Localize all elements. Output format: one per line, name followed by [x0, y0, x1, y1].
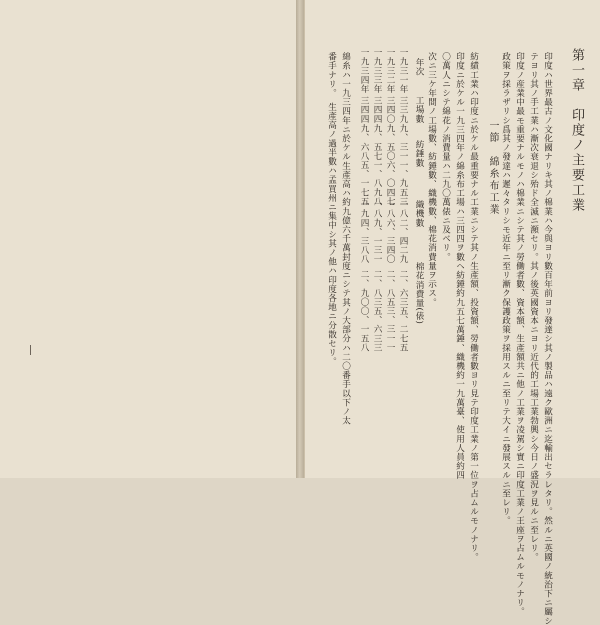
- table-header-looms: 織機數: [414, 200, 424, 228]
- right-page: [304, 0, 600, 625]
- table-cell-looms: 一八六、三四〇: [385, 200, 395, 264]
- table-cell-looms: 一八九、一三一: [372, 200, 382, 264]
- table-header-year: 年次: [414, 58, 424, 77]
- paragraph-line: テヨリ其ノ手工業ハ漸次衰退シ殆ド全滅ニ瀕セリ。其ノ後英國資本ニヨリ近代的工場工業勃興シ今日ノ盛況ヲ見ルニ至レリ。: [528, 52, 539, 562]
- table-cell-spindles: 九、三一一、九五三: [398, 124, 408, 206]
- table-cell-cotton: 二、八三五、六三三: [372, 270, 382, 352]
- table-cell-looms: 一九四、三八八: [359, 200, 369, 264]
- paragraph-line: 印度ニ於ケル一九三四年ノ綿糸布工場ハ三四四ヲ數ヘ紡錘約九五七萬錘、織機約一九萬臺、使用人員約四: [454, 52, 465, 480]
- table-cell-cotton: 二、八五三、三一一: [385, 270, 395, 352]
- table-cell-factories: 三四四: [359, 96, 369, 124]
- chapter-title: 第一章 印度ノ主要工業: [569, 48, 584, 213]
- table-cell-cotton: 二、六三五、二七五: [398, 270, 408, 352]
- paragraph-line: 〇萬人ニシテ綿花ノ消費量ハ二九〇萬俵ニ及ベリ。: [440, 52, 451, 262]
- page-mark: [30, 345, 31, 355]
- left-page: [0, 0, 297, 478]
- paragraph-line: 番手ナリ。 生產高ノ過半數ハ孟買州ニ集中シ其ノ他ハ印度各地ニ分散セリ。: [326, 52, 337, 367]
- table-cell-spindles: 九、五〇六、〇四七: [385, 124, 395, 206]
- paragraph-line: 綿糸ハ一九三四年ニ於ケル生產高ハ約九億六千萬封度ニシテ其ノ大部分ハ二〇番手以下ノ太: [340, 52, 351, 426]
- table-cell-cotton: 二、九〇〇、一五八: [359, 270, 369, 352]
- paragraph-line: 政策ヲ採ラザリシ爲其ノ發達ハ遲々タリシモ近年ニ至リ漸ク保護政策ヲ採用スルニ至リテ大イニ發展スルニ至レリ。: [500, 52, 511, 526]
- table-header-cotton: 棉花消費量(俵): [414, 262, 424, 325]
- paragraph-line: 印度ノ産業中最モ重要ナルモノハ棉業ニシテ其ノ勞働者數、資本額、生產額共ニ他ノ工業ヲ凌駕シ實ニ印度工業ノ王座ヲ占ムルモノナリ。: [514, 52, 525, 617]
- table-cell-year: 一九三四年: [359, 48, 369, 94]
- table-cell-looms: 一八二、四二九: [398, 200, 408, 264]
- table-cell-spindles: 九、六八五、一七五: [359, 124, 369, 206]
- table-cell-year: 一九三一年: [398, 48, 408, 94]
- table-cell-factories: 三四〇: [385, 96, 395, 124]
- paragraph-line: 次ニ三ケ年間ノ工場數、紡錘數、織機數、棉花消費量ヲ示ス。: [426, 52, 437, 307]
- section-title: 一節 綿糸布工業: [487, 120, 498, 216]
- table-cell-factories: 三三九: [398, 96, 408, 124]
- book-gutter: [296, 0, 304, 478]
- table-header-spindles: 紡錘數: [414, 140, 424, 168]
- paragraph-line: 印度ハ世界最古ノ文化國ナリキ其ノ棉業ハ今與ヨリ數百年前ヨリ發達シ其ノ製品ハ遠ク歐洲ニ迄輸出セラレタリ。然ルニ英國ノ統治下ニ屬シ: [542, 52, 553, 625]
- table-cell-year: 一九三三年: [372, 48, 382, 94]
- table-cell-year: 一九三二年: [385, 48, 395, 94]
- paragraph-line: 紡績工業ハ印度ニ於ケル最重要ナル工業ニシテ其ノ生產額、投資額、勞働者數ヨリ見テ印度工業ノ第一位ヲ占ムルモノナリ。: [468, 52, 479, 562]
- table-header-factories: 工場數: [414, 96, 424, 124]
- table-cell-factories: 三四四: [372, 96, 382, 124]
- table-cell-spindles: 九、五七一、八九八: [372, 124, 382, 206]
